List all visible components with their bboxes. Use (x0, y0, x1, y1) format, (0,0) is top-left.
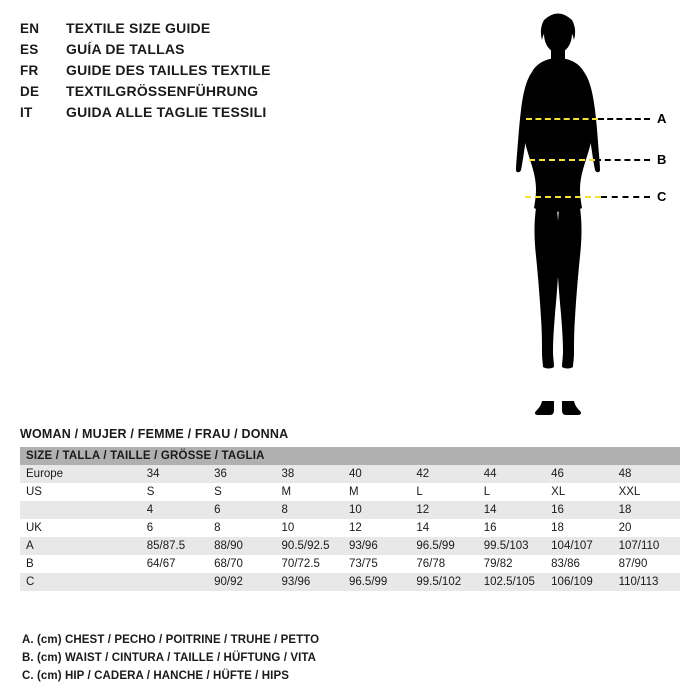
cell: 90/92 (208, 573, 275, 591)
measure-line-chest (526, 118, 598, 120)
legend-line-c: C. (cm) HIP / CADERA / HANCHE / HÜFTE / HIPS (22, 670, 290, 682)
cell: XXL (613, 483, 680, 501)
cell: 73/75 (343, 555, 410, 573)
body-figure-area (470, 8, 690, 428)
title-text-en: TEXTILE SIZE GUIDE (66, 20, 211, 36)
language-code-it: IT (20, 105, 33, 120)
cell: 40 (343, 465, 410, 483)
cell: 87/90 (613, 555, 680, 573)
cell: 85/87.5 (141, 537, 208, 555)
section-label: WOMAN / MUJER / FEMME / FRAU / DONNA (20, 427, 289, 441)
cell: 16 (545, 501, 612, 519)
cell: 64/67 (141, 555, 208, 573)
table-row (20, 465, 680, 483)
title-row-es (20, 41, 440, 62)
cell: 102.5/105 (478, 573, 545, 591)
cell: 34 (141, 465, 208, 483)
size-table-area (20, 427, 680, 591)
title-row-fr (20, 62, 440, 83)
cell: 4 (141, 501, 208, 519)
title-row-en (20, 20, 440, 41)
table-row (20, 519, 680, 537)
cell (141, 573, 208, 591)
measure-line-hip (525, 196, 601, 198)
cell: 12 (410, 501, 477, 519)
title-text-fr: GUIDE DES TAILLES TEXTILE (66, 62, 271, 78)
cell: 16 (478, 519, 545, 537)
cell: 93/96 (276, 573, 343, 591)
cell: 6 (141, 519, 208, 537)
row-label-c: C (20, 573, 141, 591)
cell: 38 (276, 465, 343, 483)
leader-line-b (595, 159, 650, 161)
row-label-europe: Europe (20, 465, 141, 483)
cell: L (478, 483, 545, 501)
marker-label-c: C (657, 189, 667, 204)
cell: 12 (343, 519, 410, 537)
cell: XL (545, 483, 612, 501)
size-table (20, 447, 680, 591)
cell: 93/96 (343, 537, 410, 555)
table-row (20, 501, 680, 519)
table-header-cell: SIZE / TALLA / TAILLE / GRÖSSE / TAGLIA (26, 450, 265, 462)
cell: 110/113 (613, 573, 680, 591)
cell: L (410, 483, 477, 501)
cell: 83/86 (545, 555, 612, 573)
language-code-de: DE (20, 84, 40, 99)
row-label-us: US (20, 483, 141, 501)
cell: 14 (410, 519, 477, 537)
cell: 70/72.5 (276, 555, 343, 573)
language-code-fr: FR (20, 63, 39, 78)
cell: 90.5/92.5 (276, 537, 343, 555)
cell: 10 (276, 519, 343, 537)
cell: 46 (545, 465, 612, 483)
cell: 107/110 (613, 537, 680, 555)
title-text-it: GUIDA ALLE TAGLIE TESSILI (66, 104, 267, 120)
measure-line-waist (529, 159, 595, 161)
female-body-silhouette-icon (470, 8, 690, 428)
cell: 99.5/103 (478, 537, 545, 555)
language-code-es: ES (20, 42, 39, 57)
table-header-row (20, 447, 680, 465)
cell: 8 (208, 519, 275, 537)
legend-line-b: B. (cm) WAIST / CINTURA / TAILLE / HÜFTUNG / VITA (22, 652, 317, 664)
title-block (20, 20, 440, 125)
table-row (20, 537, 680, 555)
row-label-us-numeric (20, 501, 141, 519)
leader-line-c (601, 196, 650, 198)
cell: 18 (545, 519, 612, 537)
cell: M (276, 483, 343, 501)
table-row (20, 555, 680, 573)
leader-line-a (598, 118, 650, 120)
cell: 104/107 (545, 537, 612, 555)
cell: 76/78 (410, 555, 477, 573)
cell: 96.5/99 (343, 573, 410, 591)
cell: 42 (410, 465, 477, 483)
cell: 44 (478, 465, 545, 483)
cell: 48 (613, 465, 680, 483)
cell: 68/70 (208, 555, 275, 573)
cell: 106/109 (545, 573, 612, 591)
row-label-uk: UK (20, 519, 141, 537)
row-label-b: B (20, 555, 141, 573)
cell: 6 (208, 501, 275, 519)
cell: 99.5/102 (410, 573, 477, 591)
title-text-es: GUÍA DE TALLAS (66, 41, 185, 57)
marker-label-b: B (657, 152, 667, 167)
table-row (20, 573, 680, 591)
legend-line-a: A. (cm) CHEST / PECHO / POITRINE / TRUHE / PETTO (22, 634, 320, 646)
cell: 20 (613, 519, 680, 537)
title-row-de (20, 83, 440, 104)
language-code-en: EN (20, 21, 40, 36)
cell: 36 (208, 465, 275, 483)
measurement-legend (22, 631, 622, 685)
cell: S (208, 483, 275, 501)
cell: 8 (276, 501, 343, 519)
cell: 10 (343, 501, 410, 519)
cell: 79/82 (478, 555, 545, 573)
cell: 18 (613, 501, 680, 519)
marker-label-a: A (657, 111, 667, 126)
title-row-it (20, 104, 440, 125)
table-row (20, 483, 680, 501)
row-label-a: A (20, 537, 141, 555)
cell: 88/90 (208, 537, 275, 555)
cell: M (343, 483, 410, 501)
cell: 96.5/99 (410, 537, 477, 555)
cell: S (141, 483, 208, 501)
title-text-de: TEXTILGRÖSSENFÜHRUNG (66, 83, 259, 99)
cell: 14 (478, 501, 545, 519)
